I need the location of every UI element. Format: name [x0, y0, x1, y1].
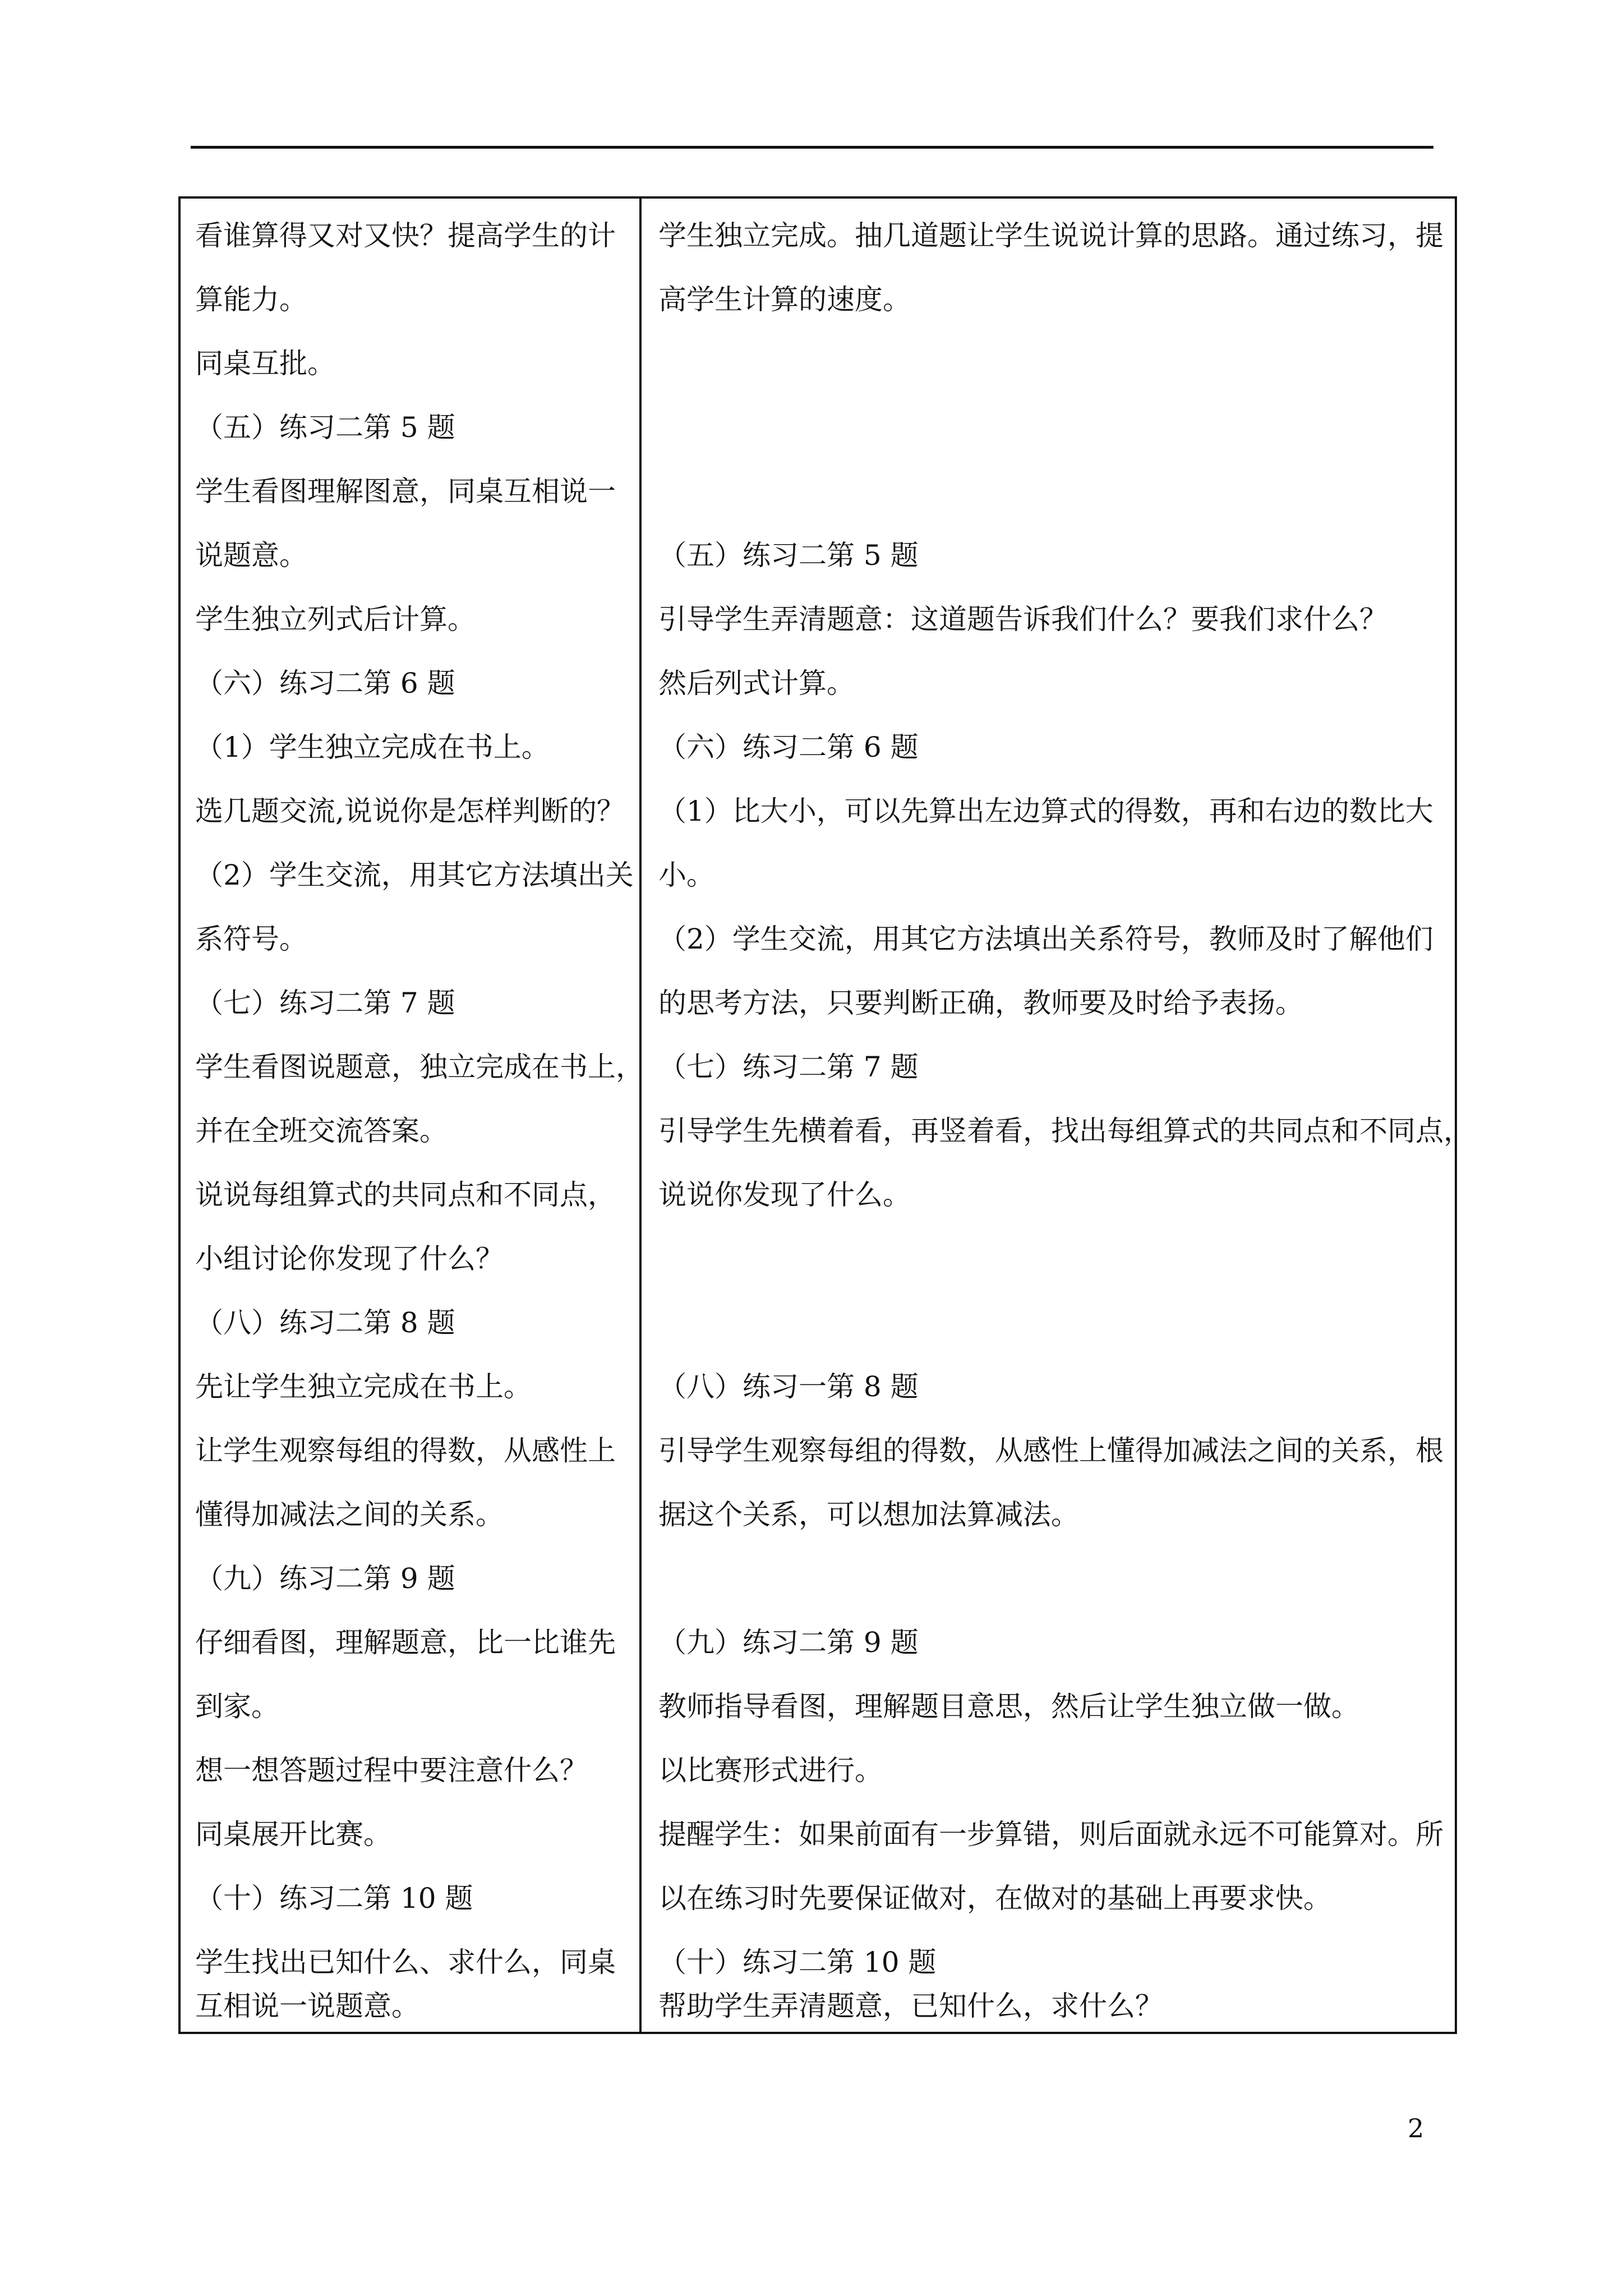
right-line: 学生独立完成。抽几道题让学生说说计算的思路。通过练习，提: [658, 219, 1444, 252]
left-line: （十）练习二第 10 题: [195, 1882, 473, 1915]
left-line: （2）学生交流，用其它方法填出关: [195, 859, 634, 891]
left-line: 互相说一说题意。: [195, 1990, 419, 2022]
left-line: 同桌互批。: [195, 347, 335, 380]
right-line: 引导学生先横着看，再竖着看，找出每组算式的共同点和不同点，: [658, 1115, 1472, 1147]
left-line: 学生独立列式后计算。: [195, 603, 476, 636]
right-line: （九）练习二第 9 题: [658, 1626, 919, 1659]
left-line: 学生找出已知什么、求什么，同桌: [195, 1946, 616, 1978]
right-line: （五）练习二第 5 题: [658, 539, 919, 572]
right-line: （六）练习二第 6 题: [658, 731, 919, 763]
right-line: 说说你发现了什么。: [658, 1179, 911, 1211]
left-line: （1）学生独立完成在书上。: [195, 731, 550, 763]
header-rule: [191, 146, 1433, 149]
left-line: （八）练习二第 8 题: [195, 1306, 455, 1339]
right-line: 帮助学生弄清题意，已知什么，求什么？: [658, 1990, 1163, 2022]
student-activity-column: [178, 196, 642, 2034]
right-line: 小。: [658, 859, 714, 891]
right-line: 然后列式计算。: [658, 667, 855, 700]
right-line: （七）练习二第 7 题: [658, 1051, 919, 1083]
left-line: 并在全班交流答案。: [195, 1115, 448, 1147]
left-line: 想一想答题过程中要注意什么？: [195, 1754, 588, 1787]
right-line: （1）比大小，可以先算出左边算式的得数，再和右边的数比大: [658, 795, 1433, 827]
teacher-guidance-column: [642, 196, 1472, 2034]
left-line: 同桌展开比赛。: [195, 1818, 391, 1851]
left-line: 小组讨论你发现了什么？: [195, 1243, 504, 1275]
left-line: 学生看图理解图意，同桌互相说一: [195, 475, 616, 508]
left-line: 说题意。: [195, 539, 307, 572]
right-line: 以比赛形式进行。: [658, 1754, 883, 1787]
left-line: （六）练习二第 6 题: [195, 667, 455, 700]
left-line: 先让学生独立完成在书上。: [195, 1370, 532, 1403]
left-line: 选几题交流,说说你是怎样判断的？: [195, 795, 625, 827]
left-line: 懂得加减法之间的关系。: [195, 1498, 504, 1531]
right-line: 引导学生观察每组的得数，从感性上懂得加减法之间的关系，根: [658, 1434, 1444, 1467]
left-line: 系符号。: [195, 923, 307, 955]
left-line: 仔细看图，理解题意，比一比谁先: [195, 1626, 616, 1659]
right-line: 的思考方法，只要判断正确，教师要及时给予表扬。: [658, 987, 1303, 1019]
right-line: 引导学生弄清题意：这道题告诉我们什么？要我们求什么？: [658, 603, 1387, 636]
left-line: 学生看图说题意，独立完成在书上，: [195, 1051, 644, 1083]
left-line: 到家。: [195, 1690, 279, 1723]
right-line: 高学生计算的速度。: [658, 283, 911, 316]
right-line: （十）练习二第 10 题: [658, 1946, 937, 1978]
right-line: 提醒学生：如果前面有一步算错，则后面就永远不可能算对。所: [658, 1818, 1444, 1851]
left-line: （九）练习二第 9 题: [195, 1562, 455, 1595]
left-line: （七）练习二第 7 题: [195, 987, 455, 1019]
right-line: 据这个关系，可以想加法算减法。: [658, 1498, 1079, 1531]
right-line: （八）练习一第 8 题: [658, 1370, 919, 1403]
left-line: 看谁算得又对又快？提高学生的计: [195, 219, 616, 252]
left-line: 说说每组算式的共同点和不同点，: [195, 1179, 616, 1211]
right-line: （2）学生交流，用其它方法填出关系符号，教师及时了解他们: [658, 923, 1433, 955]
left-line: 让学生观察每组的得数，从感性上: [195, 1434, 616, 1467]
right-line: 教师指导看图，理解题目意思，然后让学生独立做一做。: [658, 1690, 1359, 1723]
page-number: 2: [1408, 2113, 1424, 2143]
right-line: 以在练习时先要保证做对，在做对的基础上再要求快。: [658, 1882, 1331, 1915]
left-line: 算能力。: [195, 283, 307, 316]
left-line: （五）练习二第 5 题: [195, 411, 455, 444]
